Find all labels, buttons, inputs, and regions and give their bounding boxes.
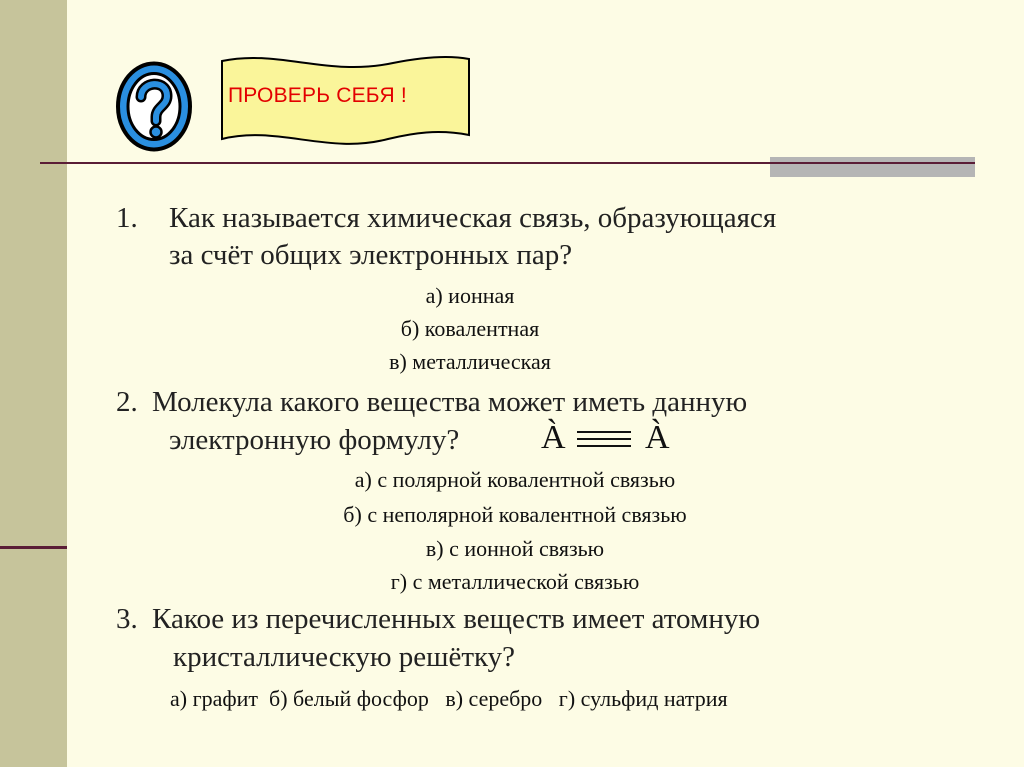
question-text-line: электронную формулу? <box>169 424 460 456</box>
answer-option: в) металлическая <box>389 349 551 374</box>
question-text-line: кристаллическую решётку? <box>173 641 516 673</box>
sidebar-stripe <box>0 0 67 767</box>
question-number: 2. <box>116 386 138 418</box>
banner-title: ПРОВЕРЬ СЕБЯ ! <box>228 84 407 107</box>
question-text-line: Какое из перечисленных веществ имеет атомную <box>152 603 761 635</box>
answer-option: а) с полярной ковалентной связью <box>354 467 676 492</box>
question-text-line: Как называется химическая связь, образующаяся <box>169 202 777 234</box>
answer-option: б) с неполярной ковалентной связью <box>343 502 687 527</box>
electron-formula <box>539 410 679 458</box>
formula-atom-left: À <box>541 419 566 456</box>
answer-option: в) с ионной связью <box>425 536 605 561</box>
answer-option: г) с металлической связью <box>390 569 640 594</box>
answer-option: а) ионная <box>425 283 515 308</box>
question-number: 3. <box>116 603 138 635</box>
formula-atom-right: À <box>645 419 670 456</box>
answer-option: а) графит б) белый фосфор в) серебро г) сульфид натрия <box>170 686 728 711</box>
header-accent-bar <box>770 157 975 177</box>
question-number: 1. <box>116 202 138 234</box>
question-text-line: за счёт общих электронных пар? <box>169 239 573 271</box>
sidebar-accent-line <box>0 546 67 549</box>
question-text-line: Молекула какого вещества может иметь данную <box>152 386 748 418</box>
answer-option: б) ковалентная <box>400 316 540 341</box>
question-mark-icon <box>113 59 195 154</box>
